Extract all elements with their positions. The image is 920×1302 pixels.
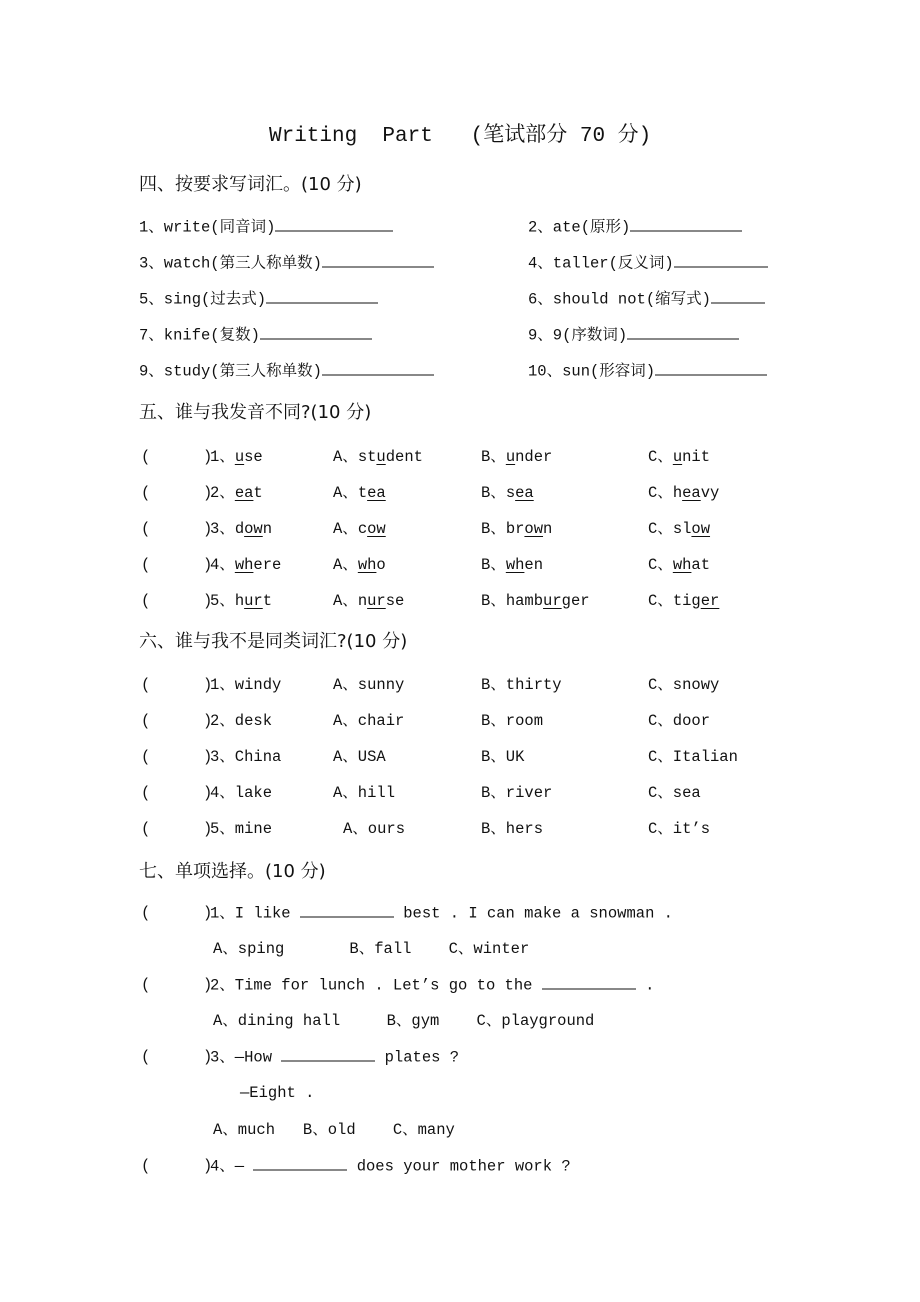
option-a — [333, 519, 386, 539]
option-label: B、 — [481, 484, 506, 502]
answer-blank[interactable] — [322, 253, 434, 268]
options: A、much B、old C、many — [213, 1120, 455, 1139]
answer-paren-open: ( — [141, 1048, 151, 1066]
option: C、snowy — [648, 676, 720, 694]
option: B、river — [481, 784, 553, 802]
option-label: A、 — [333, 592, 358, 610]
option-a — [333, 483, 386, 503]
question-number: 5、 — [210, 592, 235, 610]
underlined-letters: ow — [691, 520, 711, 538]
question-word — [210, 555, 281, 575]
answer-paren-close: ) — [203, 592, 213, 610]
answer-paren-open: ( — [141, 592, 151, 610]
word-part: se — [385, 592, 405, 610]
answer-paren-close: ) — [203, 712, 213, 730]
option: A、ours — [343, 820, 406, 838]
answer-blank[interactable] — [260, 325, 372, 340]
answer-blank[interactable] — [711, 289, 765, 304]
answer-blank[interactable] — [627, 325, 739, 340]
word-part: vy — [700, 484, 720, 502]
question-part: 1、I like — [210, 904, 300, 923]
answer-paren-open: ( — [141, 784, 151, 802]
option: C、door — [648, 712, 711, 730]
answer-paren-close: ) — [203, 556, 213, 574]
option-c — [648, 519, 710, 539]
answer-paren-open: ( — [141, 976, 151, 994]
question-number: 4、 — [210, 556, 235, 574]
option-a — [333, 447, 423, 467]
option-label: A、 — [333, 448, 358, 466]
question-word — [210, 519, 272, 539]
question-part: 3、—How — [210, 1048, 282, 1067]
vocab-item — [528, 217, 742, 238]
option-label: B、 — [481, 448, 506, 466]
answer-blank[interactable] — [542, 975, 636, 990]
word-part: dent — [385, 448, 423, 466]
answer-paren-close: ) — [203, 1048, 213, 1066]
underlined-letters: ur — [367, 592, 386, 610]
word-part: h — [672, 484, 683, 502]
question-word: 2、desk — [210, 712, 273, 730]
options: A、dining hall B、gym C、playground — [213, 1012, 595, 1030]
option: A、hill — [333, 784, 396, 802]
answer-paren-open: ( — [141, 520, 151, 538]
underlined-letters: ea — [234, 484, 254, 502]
question-text — [210, 975, 654, 996]
word-part: h — [234, 592, 245, 610]
vocab-item — [139, 253, 434, 274]
section-heading: 七、单项选择。(10 分) — [139, 861, 326, 882]
question-word: 5、mine — [210, 820, 273, 838]
word-part: se — [244, 448, 263, 466]
answer-blank[interactable] — [674, 253, 768, 268]
underlined-letters: u — [376, 448, 386, 466]
option-label: C、 — [648, 448, 673, 466]
answer-paren-close: ) — [203, 748, 213, 766]
vocab-prompt: 9、study(第三人称单数) — [139, 362, 322, 381]
vocab-prompt: 10、sun(形容词) — [528, 362, 656, 381]
option-a — [333, 591, 404, 611]
word-part: t — [357, 484, 368, 502]
word-part: t — [262, 592, 273, 610]
answer-blank[interactable] — [630, 217, 742, 232]
answer-blank[interactable] — [266, 289, 378, 304]
option-label: C、 — [648, 484, 673, 502]
vocab-prompt: 2、ate(原形) — [528, 218, 631, 237]
answer-paren-open: ( — [141, 1156, 151, 1175]
underlined-letters: ea — [515, 484, 534, 502]
option-label: B、 — [481, 592, 506, 610]
question-number: 2、 — [210, 484, 235, 502]
option-label: A、 — [333, 484, 358, 502]
underlined-letters: u — [234, 448, 245, 466]
answer-paren-open: ( — [141, 820, 151, 838]
question-part: 4、— — [210, 1157, 254, 1175]
option-label: B、 — [481, 556, 506, 574]
answer-blank[interactable] — [300, 903, 394, 918]
underlined-letters: ea — [367, 484, 386, 502]
answer-paren-open: ( — [141, 748, 151, 766]
option-c — [648, 447, 710, 467]
option-b — [481, 447, 552, 467]
underlined-letters: ur — [244, 592, 263, 610]
option-label: A、 — [333, 520, 358, 538]
underlined-letters: ur — [543, 592, 562, 610]
vocab-item — [139, 217, 393, 238]
vocab-prompt: 5、sing(过去式) — [139, 290, 267, 309]
underlined-letters: wh — [234, 556, 254, 574]
word-part: o — [376, 556, 386, 574]
option-a — [333, 555, 386, 575]
word-part: n — [262, 520, 273, 538]
question-word: 4、lake — [210, 784, 273, 802]
vocab-prompt: 1、write(同音词) — [139, 218, 276, 237]
answer-paren-close: ) — [203, 520, 213, 538]
word-part: hamb — [505, 592, 544, 610]
option: A、USA — [333, 748, 386, 766]
underlined-letters: wh — [505, 556, 525, 574]
word-part: n — [357, 592, 368, 610]
word-part: br — [505, 520, 525, 538]
question-word — [210, 483, 263, 503]
option-c — [648, 591, 719, 611]
options: A、sping B、fall C、winter — [213, 940, 530, 958]
answer-paren-open: ( — [141, 676, 151, 694]
answer-paren-close: ) — [203, 676, 213, 694]
answer-paren-close: ) — [203, 484, 213, 502]
option-b — [481, 483, 534, 503]
answer-blank[interactable] — [322, 361, 434, 376]
option-label: C、 — [648, 592, 673, 610]
answer-paren-open: ( — [141, 556, 151, 574]
option-label: A、 — [333, 556, 358, 574]
answer-paren-close: ) — [203, 784, 213, 802]
word-part: ere — [253, 556, 282, 574]
option: B、UK — [481, 748, 525, 766]
question-text — [210, 1155, 571, 1176]
option: A、chair — [333, 712, 405, 730]
word-part: nder — [515, 448, 553, 466]
underlined-letters: wh — [672, 556, 692, 574]
word-part: n — [543, 520, 553, 538]
vocab-prompt: 3、watch(第三人称单数) — [139, 254, 322, 273]
answer-line: —Eight . — [240, 1084, 315, 1102]
option: C、sea — [648, 784, 701, 802]
vocab-prompt: 6、should not(缩写式) — [528, 290, 711, 309]
question-part: plates ? — [375, 1048, 460, 1067]
word-part: nit — [682, 448, 711, 466]
underlined-letters: er — [700, 592, 720, 610]
vocab-prompt: 7、knife(复数) — [139, 326, 260, 345]
underlined-letters: u — [505, 448, 516, 466]
underlined-letters: ow — [524, 520, 544, 538]
question-word: 1、windy — [210, 676, 282, 694]
vocab-item — [528, 253, 768, 274]
answer-blank[interactable] — [253, 1155, 347, 1170]
question-text — [210, 903, 673, 924]
underlined-letters: ow — [367, 520, 386, 538]
vocab-item — [139, 361, 434, 382]
answer-paren-close: ) — [203, 976, 213, 994]
underlined-letters: wh — [357, 556, 377, 574]
question-part: . — [635, 976, 655, 995]
vocab-item — [528, 361, 767, 382]
option-c — [648, 483, 719, 503]
option-label: C、 — [648, 520, 673, 538]
question-part: 2、Time for lunch . Let’s go to the — [210, 976, 542, 995]
question-part: does your mother work ? — [347, 1157, 571, 1175]
option: B、hers — [481, 820, 544, 838]
option-b — [481, 519, 552, 539]
answer-paren-close: ) — [203, 820, 213, 838]
question-text — [210, 1047, 459, 1068]
vocab-item — [139, 325, 372, 346]
word-part: en — [524, 556, 544, 574]
page-title: Writing Part (笔试部分 70 分) — [269, 125, 652, 148]
section-heading: 四、按要求写词汇。(10 分) — [139, 174, 362, 195]
vocab-item — [139, 289, 378, 310]
word-part: t — [253, 484, 263, 502]
option: C、Italian — [648, 748, 738, 766]
vocab-prompt: 9、9(序数词) — [528, 326, 628, 345]
answer-paren-open: ( — [141, 448, 151, 466]
option: A、sunny — [333, 676, 405, 694]
answer-paren-close: ) — [203, 904, 213, 922]
answer-blank[interactable] — [275, 217, 393, 232]
option-b — [481, 591, 590, 611]
section-heading: 五、谁与我发音不同?(10 分) — [139, 402, 372, 423]
underlined-letters: ea — [682, 484, 701, 502]
question-word — [210, 591, 272, 611]
question-number: 1、 — [210, 448, 235, 466]
question-number: 3、 — [210, 520, 235, 538]
word-part: sl — [672, 520, 692, 538]
answer-blank[interactable] — [655, 361, 767, 376]
vocab-item — [528, 325, 739, 346]
answer-paren-open: ( — [141, 484, 151, 502]
option-label: C、 — [648, 556, 673, 574]
option: B、thirty — [481, 676, 562, 694]
question-word: 3、China — [210, 748, 282, 766]
section-heading: 六、谁与我不是同类词汇?(10 分) — [139, 631, 408, 652]
vocab-prompt: 4、taller(反义词) — [528, 254, 674, 273]
option: C、it’s — [648, 820, 711, 838]
word-part: d — [234, 520, 245, 538]
underlined-letters: ow — [244, 520, 263, 538]
answer-paren-open: ( — [141, 904, 151, 922]
answer-blank[interactable] — [281, 1047, 375, 1062]
option-c — [648, 555, 710, 575]
word-part: c — [357, 520, 368, 538]
option-label: B、 — [481, 520, 506, 538]
answer-paren-close: ) — [203, 448, 213, 466]
question-word — [210, 447, 263, 467]
option-b — [481, 555, 543, 575]
question-part: best . I can make a snowman . — [393, 904, 673, 923]
word-part: st — [357, 448, 377, 466]
answer-paren-close: ) — [203, 1156, 213, 1175]
word-part: ger — [561, 592, 590, 610]
underlined-letters: u — [672, 448, 683, 466]
word-part: tig — [672, 592, 701, 610]
word-part: at — [691, 556, 711, 574]
word-part: s — [505, 484, 516, 502]
answer-paren-open: ( — [141, 712, 151, 730]
option: B、room — [481, 712, 544, 730]
vocab-item — [528, 289, 765, 310]
